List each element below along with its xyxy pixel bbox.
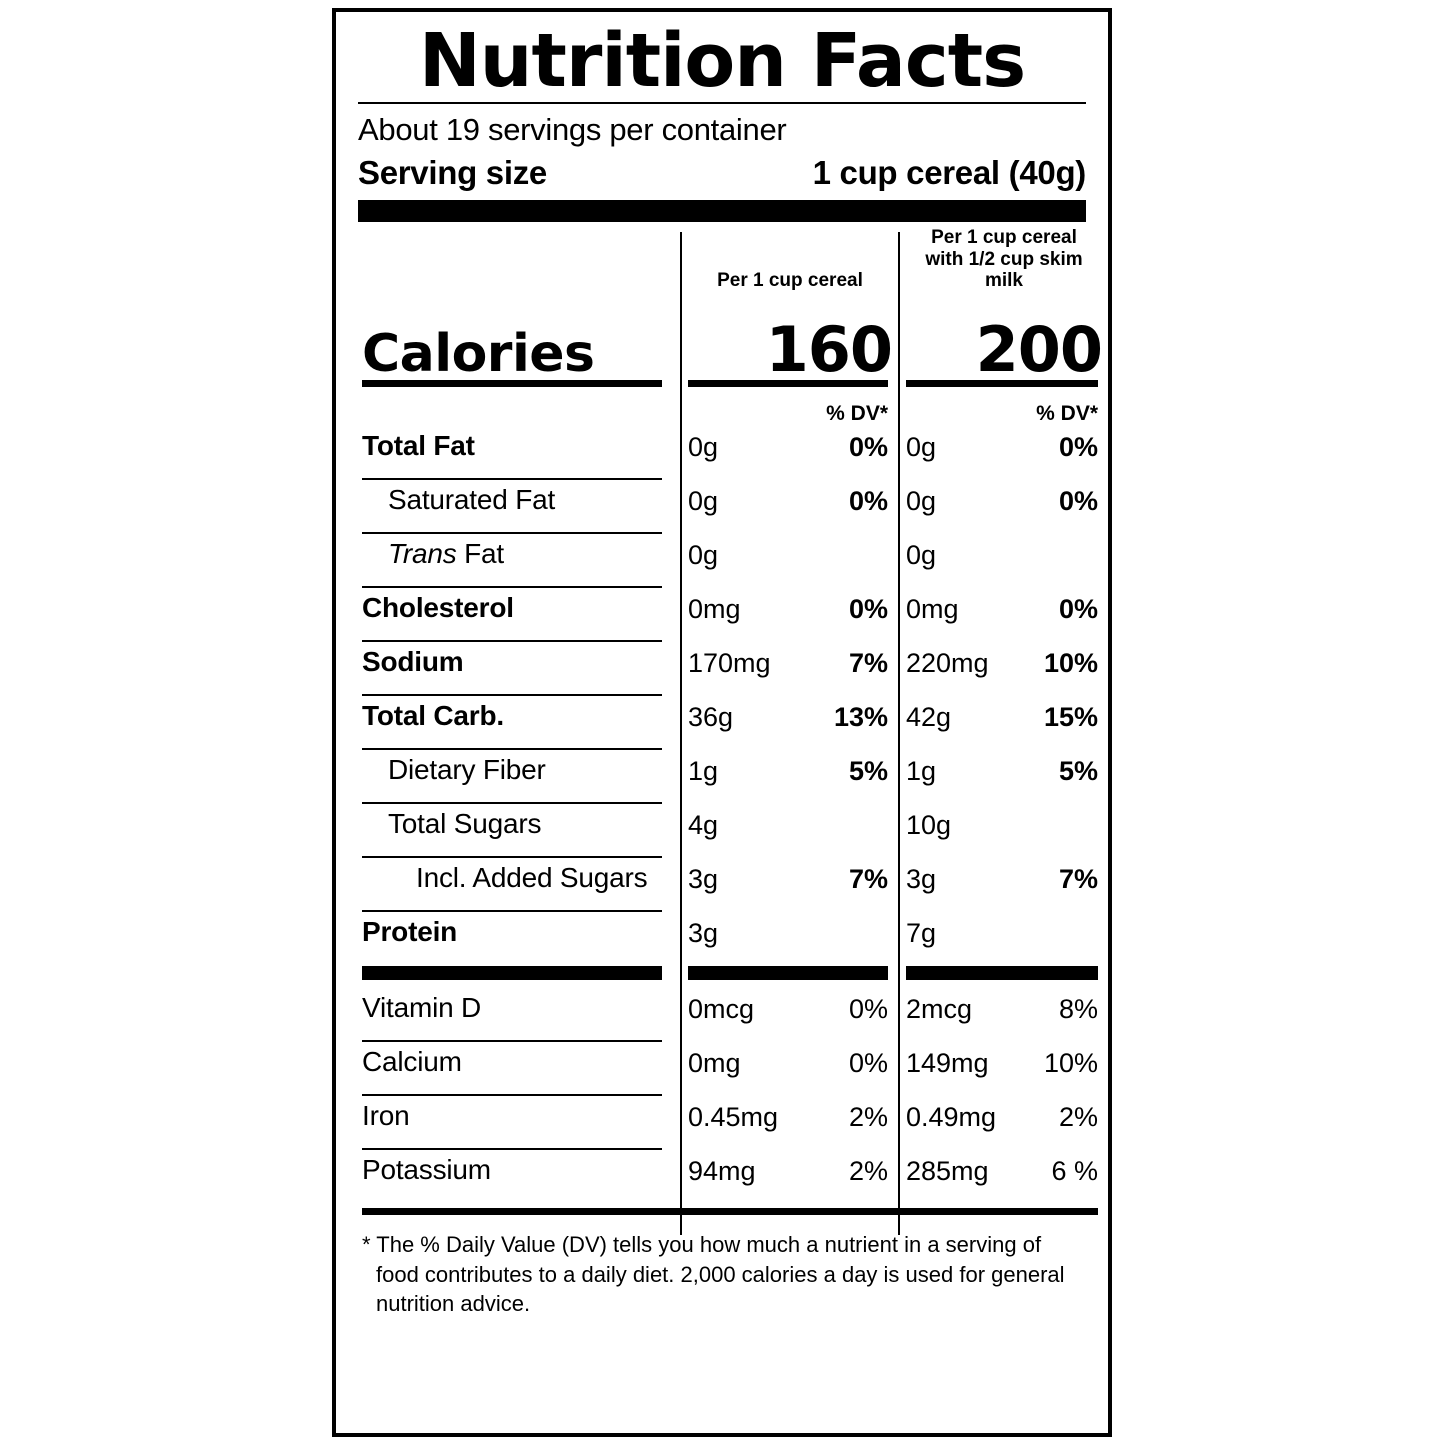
serving-size-label: Serving size	[358, 154, 547, 192]
table-row	[358, 750, 1098, 804]
nutrient-amount-col2: 1g	[906, 756, 937, 787]
calories-divider-col1	[688, 380, 888, 387]
table-row	[358, 480, 1098, 534]
nutrient-amount-col1: 0mcg	[688, 994, 755, 1025]
column-header-cereal: Per 1 cup cereal	[717, 270, 863, 292]
nutrient-amount-col1: 94mg	[688, 1156, 756, 1187]
footnote-divider-bar	[362, 1208, 1098, 1215]
nutrient-dv-col2: 8%	[1058, 994, 1098, 1025]
nutrient-name: Total Fat	[362, 430, 475, 462]
nutrient-name: Vitamin D	[362, 992, 482, 1024]
nutrient-dv-col1: 0%	[848, 486, 888, 517]
nutrient-columns	[358, 226, 1102, 1204]
thick-divider-col1	[688, 966, 888, 980]
column-headers	[358, 226, 1086, 294]
nutrient-amount-col1: 170mg	[688, 648, 771, 679]
nutrient-amount-col2: 42g	[906, 702, 952, 733]
nutrient-dv-col1: 0%	[848, 594, 888, 625]
nutrient-dv-col2: 0%	[1058, 594, 1098, 625]
table-row	[358, 912, 1086, 966]
nutrient-dv-col2: 2%	[1058, 1102, 1098, 1133]
nutrient-amount-col2: 0g	[906, 486, 937, 517]
column-header-cereal-milk	[906, 227, 1102, 293]
nutrient-name: Protein	[362, 916, 458, 948]
nutrient-amount-col1: 0g	[688, 432, 719, 463]
nutrient-amount-col2: 0mg	[906, 594, 959, 625]
nutrient-amount-col1: 0.45mg	[688, 1102, 779, 1133]
nutrient-amount-col1: 3g	[688, 864, 719, 895]
nutrient-amount-col2: 7g	[906, 918, 937, 949]
nutrient-amount-col2: 3g	[906, 864, 937, 895]
table-row	[358, 1150, 1098, 1204]
nutrient-amount-col1: 36g	[688, 702, 734, 733]
nutrient-dv-col1: 0%	[848, 1048, 888, 1079]
nutrient-dv-col1: 2%	[848, 1156, 888, 1187]
nutrient-amount-col2: 285mg	[906, 1156, 989, 1187]
nutrient-dv-col2: 6 %	[1051, 1156, 1098, 1187]
nutrient-dv-col2: 7%	[1058, 864, 1098, 895]
page-title: Nutrition Facts	[418, 18, 1026, 104]
nutrient-dv-col2: 5%	[1058, 756, 1098, 787]
calories-label: Calories	[362, 324, 595, 385]
servings-per-container: About 19 servings per container	[358, 112, 787, 148]
nutrient-dv-col1: 5%	[848, 756, 888, 787]
nutrient-name: Iron	[362, 1100, 410, 1132]
table-row	[358, 1042, 1098, 1096]
nutrient-amount-col2: 10g	[906, 810, 952, 841]
table-row	[358, 588, 1098, 642]
nutrient-amount-col2: 220mg	[906, 648, 989, 679]
table-row	[358, 1096, 1098, 1150]
nutrient-amount-col2: 0.49mg	[906, 1102, 997, 1133]
nutrient-dv-col1: 13%	[833, 702, 888, 733]
serving-size-value: 1 cup cereal (40g)	[812, 154, 1086, 192]
nutrient-dv-col1: 0%	[848, 432, 888, 463]
thick-divider-col2	[906, 966, 1098, 980]
table-row	[358, 858, 1098, 912]
nutrient-name: Total Carb.	[362, 700, 504, 732]
thick-divider-left	[362, 966, 662, 980]
nutrient-amount-col1: 0g	[688, 486, 719, 517]
nutrient-dv-col2: 0%	[1058, 432, 1098, 463]
calories-row	[358, 294, 1102, 387]
column-header-cereal-milk-line2: with 1/2 cup skim milk	[925, 248, 1083, 292]
footnote-divider	[358, 1206, 1086, 1222]
column-header-cereal-milk-line1: Per 1 cup cereal	[931, 226, 1077, 248]
nutrient-dv-col2: 10%	[1043, 648, 1098, 679]
nutrient-name: Saturated Fat	[388, 484, 556, 516]
nutrient-name: Sodium	[362, 646, 464, 678]
table-row	[358, 804, 1086, 858]
calories-divider-col2	[906, 380, 1098, 387]
nutrient-dv-col2: 0%	[1058, 486, 1098, 517]
nutrition-facts-panel	[332, 8, 1112, 1437]
nutrient-name: Dietary Fiber	[388, 754, 546, 786]
table-row	[358, 426, 1098, 480]
nutrient-dv-col1: 0%	[848, 994, 888, 1025]
nutrient-amount-col2: 2mcg	[906, 994, 973, 1025]
nutrient-amount-col1: 3g	[688, 918, 719, 949]
dv-header-col2: % DV*	[1036, 402, 1098, 426]
table-row	[358, 696, 1098, 750]
nutrient-amount-col1: 0mg	[688, 1048, 741, 1079]
nutrient-name: Total Sugars	[388, 808, 542, 840]
trans-italic: Trans	[388, 538, 457, 570]
daily-value-header-row	[358, 392, 1098, 426]
nutrient-dv-col2: 15%	[1043, 702, 1098, 733]
table-row	[358, 534, 1086, 588]
calories-value-col1: 160	[765, 313, 892, 387]
daily-value-footnote: * The % Daily Value (DV) tells you how much a nutrient in a serving of food contributes to a daily diet. 2,000 calories a day is used for general nutrition advice.	[362, 1232, 1065, 1317]
calories-dividers	[358, 380, 1086, 392]
table-row	[358, 988, 1098, 1042]
nutrient-name: Calcium	[362, 1046, 462, 1078]
nutrient-dv-col2: 10%	[1043, 1048, 1098, 1079]
protein-thick-divider	[358, 966, 1086, 988]
serving-size-row	[358, 154, 1086, 192]
dv-header-col1: % DV*	[826, 402, 888, 426]
nutrient-name: Cholesterol	[362, 592, 514, 624]
nutrient-amount-col1: 1g	[688, 756, 719, 787]
nutrient-amount-col1: 4g	[688, 810, 719, 841]
nutrient-name: Trans Fat	[388, 538, 504, 570]
nutrient-amount-col2: 0g	[906, 540, 937, 571]
header-thick-divider	[358, 200, 1086, 222]
nutrient-name: Potassium	[362, 1154, 491, 1186]
nutrient-amount-col2: 0g	[906, 432, 937, 463]
nutrient-amount-col1: 0mg	[688, 594, 741, 625]
nutrient-dv-col1: 7%	[848, 648, 888, 679]
nutrient-dv-col1: 2%	[848, 1102, 888, 1133]
nutrient-dv-col1: 7%	[848, 864, 888, 895]
nutrient-name: Incl. Added Sugars	[416, 862, 648, 894]
table-row	[358, 642, 1098, 696]
nutrient-amount-col1: 0g	[688, 540, 719, 571]
nutrient-amount-col2: 149mg	[906, 1048, 989, 1079]
calories-divider-left	[362, 380, 662, 387]
calories-value-col2: 200	[975, 313, 1102, 387]
